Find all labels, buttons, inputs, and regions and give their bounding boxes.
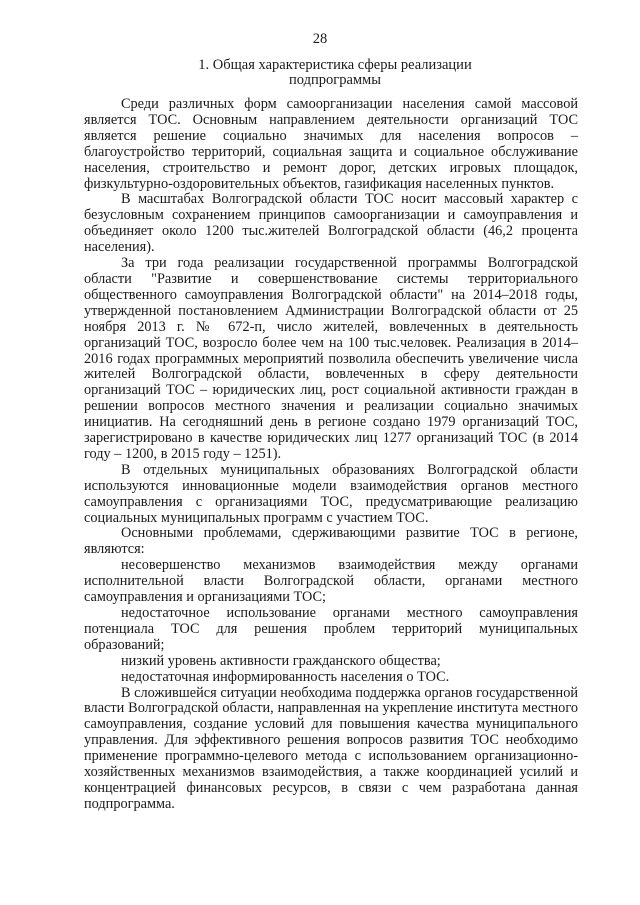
body-text — [84, 97, 578, 813]
paragraph-problems-intro: Основными проблемами, сдерживающими развитие ТОС в регионе, являются: — [84, 525, 578, 558]
paragraph-conclusion: В сложившейся ситуации необходима поддержка органов государственной власти Волгоградской области, направленная на укрепление института местного самоуправления, создание условий для повышения качества муниципального управления. Для эффективного решения вопросов развития ТОС необходимо применение программно-целевого метода с использованием организационно-хозяйственных механизмов взаимодействия, а также координацией усилий и концентрацией финансовых ресурсов, в связи с чем разработана данная подпрограмма. — [84, 684, 578, 812]
problem-item-awareness: недостаточная информированность населения о ТОС. — [121, 668, 450, 685]
paragraph-scale: В масштабах Волгоградской области ТОС носит массовый характер с безусловным сохранением принципов самоорганизации и самоуправления и объединяет около 1200 тыс.жителей Волгоградской области (46,2 процента населения). — [84, 191, 578, 256]
problem-item-interaction: несовершенство механизмов взаимодействия между органами исполнительной власти Волгоградской области, органами местного самоуправления и организациями ТОС; — [84, 557, 578, 606]
problem-item-activity: низкий уровень активности гражданского общества; — [121, 652, 441, 669]
section-heading — [90, 58, 580, 88]
problem-item-potential: недостаточное использование органами местного самоуправления потенциала ТОС для решения проблем территорий муниципальных образований; — [84, 605, 578, 653]
paragraph-program-results: За три года реализации государственной программы Волгоградской области "Развитие и совершенствование системы территориального общественного самоуправления Волгоградской области" на 2014–2018 годы, утвержденной постановлением Администрации Волгоградской области от 25 ноября 2013 г. № 672-п, число жителей, вовлеченных в деятельность организаций ТОС, возросло более чем на 100 тыс.человек. Реализация в 2014–2016 годах программных мероприятий позволила обеспечить увеличение числа жителей Волгоградской области, вовлеченных в сферу деятельности организаций ТОС – юридических лиц, рост социальной активности граждан в решении вопросов местного значения и реализации социально значимых инициатив. На сегодняшний день в регионе создано 1979 организаций ТОС, зарегистрировано в качестве юридических лиц 1277 организаций ТОС (в 2014 году – 1200, в 2015 году – 1251). — [84, 255, 578, 462]
paragraph-innovative-models: В отдельных муниципальных образованиях Волгоградской области используются инновационные модели взаимодействия органов местного самоуправления с организациями ТОС, предусматривающие реализацию социальных муниципальных программ с участием ТОС. — [84, 461, 578, 526]
paragraph-intro: Среди различных форм самоорганизации населения самой массовой является ТОС. Основным направлением деятельности организаций ТОС является решение социально значимых для населения вопросов – благоустройство территорий, социальная защита и социальное обслуживание населения, строительство и ремонт дорог, детских игровых площадок, физкультурно-оздоровительных объектов, газификация населенных пунктов. — [84, 96, 578, 192]
page-number: 28 — [312, 31, 328, 47]
section-heading-line-1: 1. Общая характеристика сферы реализации — [198, 57, 472, 73]
section-heading-line-2: подпрограммы — [289, 72, 381, 88]
